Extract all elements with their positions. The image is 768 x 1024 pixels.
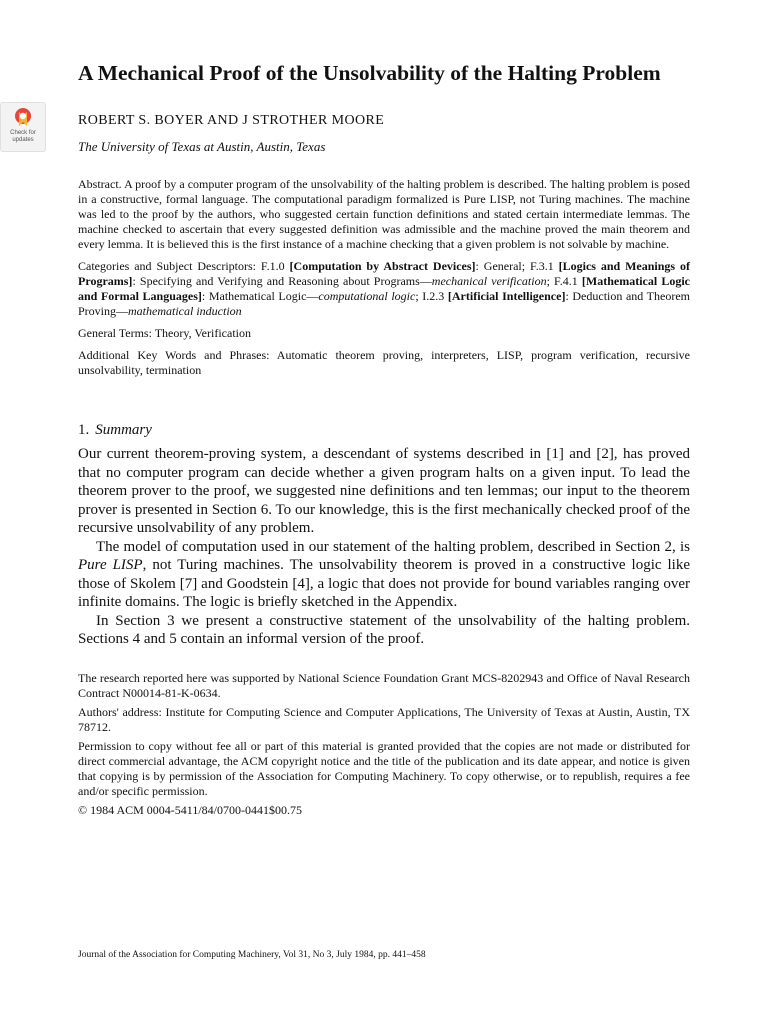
paragraph-1: Our current theorem-proving system, a descendant of systems described in [1] and [2], has proved that no computer program can decide whether a given program halts on a given input. To lead the theorem prover to the proof, we suggested nine definitions and ten lemmas; our input to the theorem prover is presented in Section 6. To our knowledge, this is the first mechanically checked proof of the recursive unsolvability of any problem. (78, 446, 690, 536)
paragraph-3: In Section 3 we present a constructive statement of the unsolvability of the halting problem. Sections 4 and 5 contain an informal version of the proof. (78, 612, 690, 647)
journal-citation: Journal of the Association for Computing Machinery, Vol 31, No 3, July 1984, pp. 441–458 (78, 950, 426, 960)
badge-line1: Check for (10, 130, 36, 136)
permission-note: Permission to copy without fee all or part of this material is granted provided that the copies are not made or distributed for direct commercial advantage, the ACM copyright notice and the title of the publication and its date appear, and notice is given that copying is by permission of the Association for Computing Machinery. To copy otherwise, or to republish, requires a fee and/or specific permission. (78, 738, 690, 798)
abstract: Abstract. A proof by a computer program of the unsolvability of the halting problem is described. The halting problem is posed in a constructive, formal language. The computational paradigm formalized is Pure LISP, not Turing machines. The machine was led to the proof by the authors, who suggested certain function definitions and stated certain intermediate lemmas. The machine checked to ascertain that every suggested definition was admissible and the machine proved the main theorem and every lemma. It is believed this is the first instance of a machine checking that a given problem is not solvable by machine. (78, 177, 690, 251)
badge-line2: updates (12, 137, 34, 143)
body-text (78, 445, 690, 649)
check-for-updates-badge[interactable] (0, 102, 46, 152)
paper-page (78, 58, 690, 818)
metadata-block (78, 259, 690, 378)
section-name: Summary (95, 422, 152, 438)
copyright-note: © 1984 ACM 0004-5411/84/0700-0441$00.75 (78, 802, 303, 817)
funding-note: The research reported here was supported by National Science Foundation Grant MCS-8202943 and Office of Naval Research Contract N00014-81-K-0634. (78, 670, 690, 700)
general-terms: General Terms: Theory, Verification (78, 326, 251, 340)
section-number: 1. (78, 422, 90, 438)
keywords: Additional Key Words and Phrases: Automatic theorem proving, interpreters, LISP, program verification, recursive unsolvability, termination (78, 348, 690, 377)
paragraph-2: The model of computation used in our statement of the halting problem, described in Section 2, is Pure LISP, not Turing machines. The unsolvability theorem is proved in a constructive logic like those of Skolem [7] and Goodstein [4], a logic that does not provide for bound variables ranging over infinite domains. The logic is briefly sketched in the Appendix. (78, 538, 690, 610)
paper-title: A Mechanical Proof of the Unsolvability of the Halting Problem (78, 61, 661, 85)
address-note: Authors' address: Institute for Computing Science and Computer Applications, The University of Texas at Austin, Austin, TX 78712. (78, 704, 690, 734)
section-heading (78, 422, 690, 439)
affiliation: The University of Texas at Austin, Austin, Texas (78, 139, 326, 154)
authors: ROBERT S. BOYER AND J STROTHER MOORE (78, 113, 385, 128)
crossmark-icon (13, 107, 33, 129)
footnotes (78, 671, 690, 818)
categories: Categories and Subject Descriptors: F.1.0 [Computation by Abstract Devices]: General; F.3.1 [Logics and Meanings of Programs]: Specifying and Verifying and Reasoning about Programs—mechanical verification; F.4.1 [Mathematical Logic and Formal Languages]: Mathematical Logic—computational logic; I.2.3 [Artificial Intelligence]: Deduction and Theorem Proving—mathematical induction (78, 259, 691, 318)
